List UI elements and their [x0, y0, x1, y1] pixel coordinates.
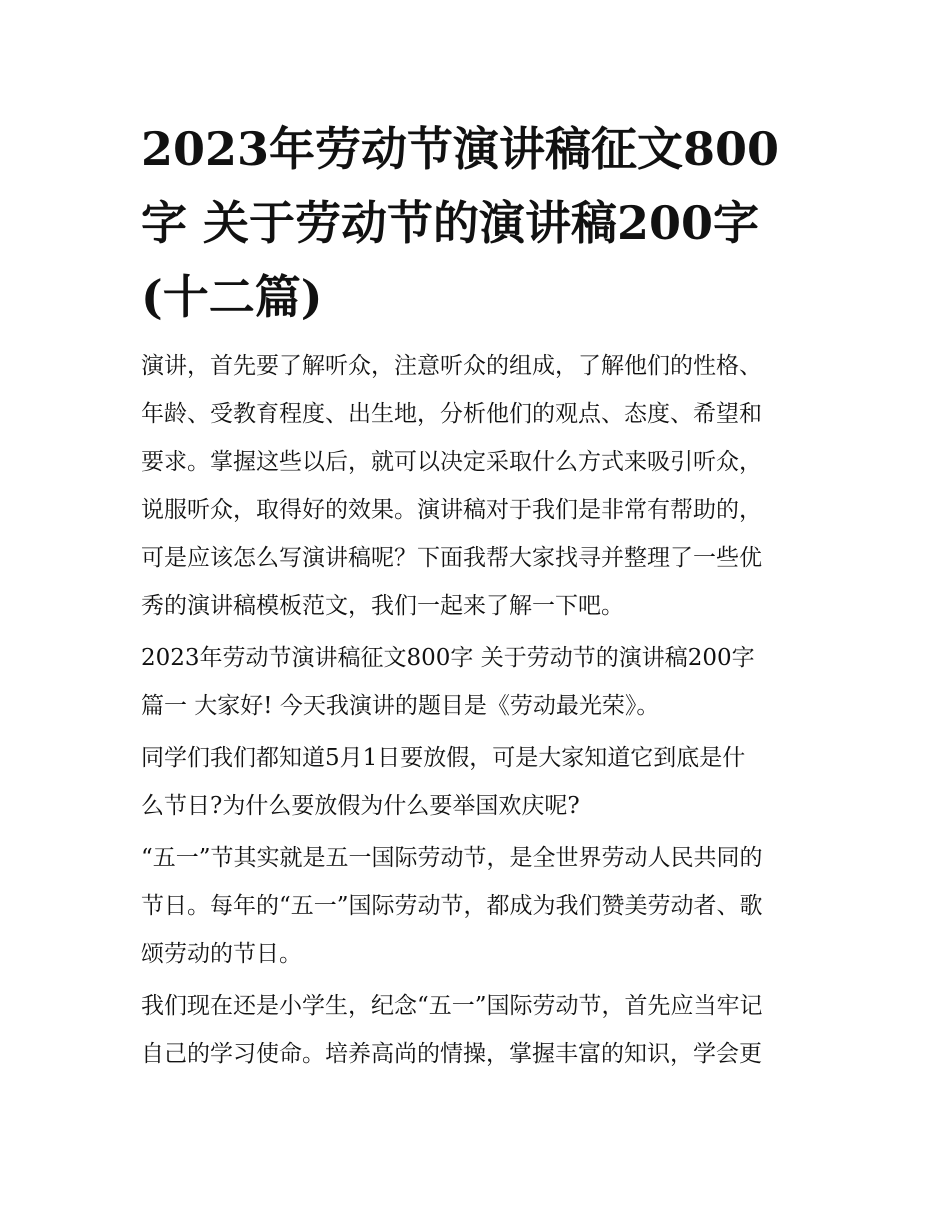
document-title: 2023年劳动节演讲稿征文800 字 关于劳动节的演讲稿200字 (十二篇)	[141, 122, 780, 324]
paragraph-intro: 演讲，首先要了解听众，注意听众的组成，了解他们的性格、 年龄、受教育程度、出生地，分析他们的观点、态度、希望和 要求。掌握这些以后，就可以决定采取什么方式来吸引听众， 说服听众，取得好的效果。演讲稿对于我们是非常有帮助的， 可是应该怎么写演讲稿呢？下面我帮大家找寻并整理了一些优 秀的演讲稿模板范文，我们一起来了解一下吧。	[141, 353, 762, 619]
paragraph-section-heading: 2023年劳动节演讲稿征文800字 关于劳动节的演讲稿200字 篇一 大家好! 今天我演讲的题目是《劳动最光荣》。	[141, 645, 755, 719]
document-page	[141, 112, 813, 1082]
paragraph-labor-day-meaning: “五一”节其实就是五一国际劳动节，是全世界劳动人民共同的 节日。每年的“五一”国际劳动节，都成为我们赞美劳动者、歌 颂劳动的节日。	[141, 845, 763, 967]
paragraph-student-mission: 我们现在还是小学生，纪念“五一”国际劳动节，首先应当牢记 自己的学习使命。培养高尚的情操，掌握丰富的知识，学会更	[141, 993, 763, 1067]
paragraph-may-day-question: 同学们我们都知道5月1日要放假，可是大家知道它到底是什 么节日?为什么要放假为什么要举国欢庆呢?	[141, 745, 746, 819]
